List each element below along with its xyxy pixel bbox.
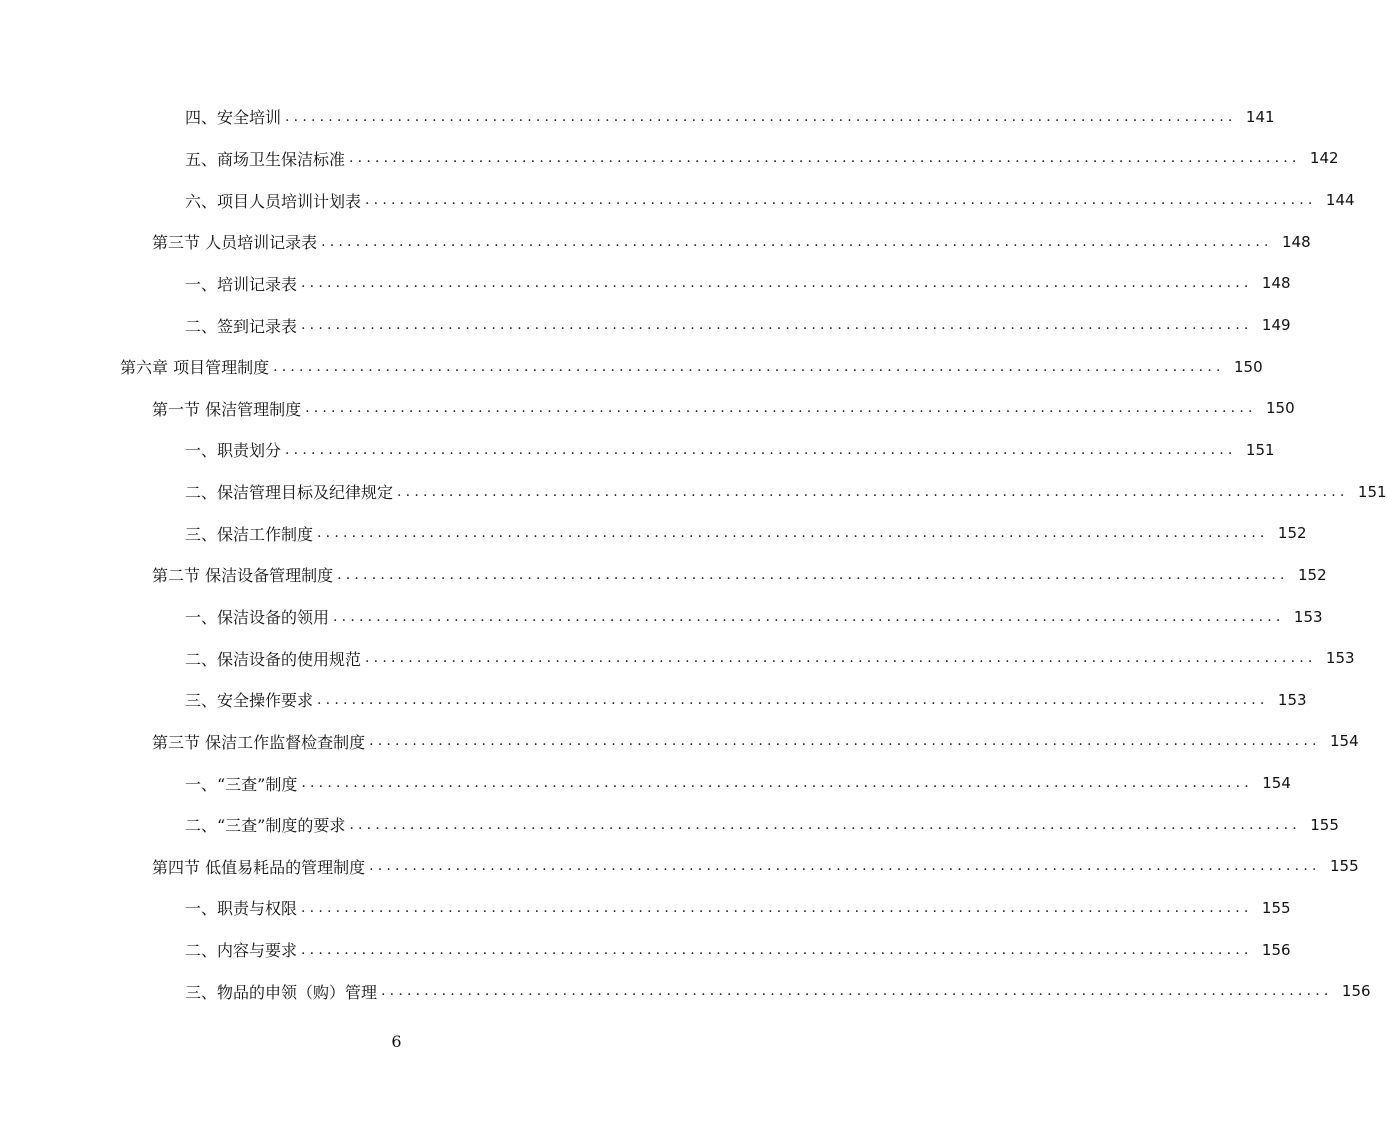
toc-dot-leader: .............................................................................................................. (285, 108, 1237, 125)
toc-entry-page: 150 (1265, 399, 1295, 418)
toc-entry-title: 第三节 保洁工作监督检查制度 (152, 732, 366, 752)
toc-entry[interactable] (0, 387, 1295, 429)
toc-dot-leader: .............................................................................................................. (273, 358, 1225, 375)
toc-entry[interactable] (0, 596, 1323, 638)
toc-dot-leader: .............................................................................................................. (349, 150, 1301, 167)
toc-dot-leader: .............................................................................................................. (301, 899, 1253, 916)
toc-entry-title: 二、保洁管理目标及纪律规定 (185, 483, 394, 503)
toc-entry-page: 144 (1325, 191, 1355, 210)
toc-entry[interactable] (0, 346, 1263, 388)
toc-entry-title: 二、内容与要求 (185, 941, 298, 961)
toc-entry-page: 156 (1341, 982, 1371, 1001)
toc-entry-title: 四、安全培训 (185, 108, 282, 128)
toc-dot-leader: .............................................................................................................. (365, 192, 1317, 209)
toc-dot-leader: .............................................................................................................. (305, 400, 1257, 417)
toc-entry-title: 第四节 低值易耗品的管理制度 (152, 857, 366, 877)
toc-entry-page: 156 (1261, 940, 1291, 959)
toc-entry-title: 二、签到记录表 (185, 316, 298, 336)
toc-entry-page: 141 (1245, 107, 1275, 126)
toc-entry-title: 一、职责与权限 (185, 899, 298, 919)
toc-entry[interactable] (0, 429, 1275, 471)
toc-entry-title: 三、保洁工作制度 (185, 524, 314, 544)
toc-entry[interactable] (0, 804, 1339, 846)
toc-entry-title: 第一节 保洁管理制度 (152, 399, 302, 419)
toc-entry[interactable] (0, 929, 1291, 971)
toc-dot-leader: .............................................................................................................. (333, 608, 1285, 625)
toc-dot-leader: .............................................................................................................. (301, 275, 1253, 292)
toc-entry-page: 142 (1309, 149, 1339, 168)
toc-entry-page: 151 (1245, 440, 1275, 459)
toc-dot-leader: .............................................................................................................. (285, 441, 1237, 458)
toc-dot-leader: .............................................................................................................. (365, 650, 1317, 667)
toc-entry[interactable] (0, 846, 1359, 888)
toc-entry[interactable] (0, 471, 1387, 513)
toc-entry-title: 六、项目人员培训计划表 (185, 191, 362, 211)
toc-entry[interactable] (0, 512, 1307, 554)
toc-entry-page: 153 (1277, 690, 1307, 709)
toc-entry[interactable] (0, 221, 1311, 263)
toc-entry[interactable] (0, 762, 1291, 804)
toc-dot-leader: .............................................................................................................. (369, 858, 1321, 875)
toc-entry-page: 150 (1233, 357, 1263, 376)
toc-entry-page: 151 (1357, 482, 1387, 501)
toc-entry[interactable] (0, 721, 1359, 763)
toc-entry[interactable] (0, 637, 1355, 679)
toc-entry-title: 一、职责划分 (185, 441, 282, 461)
toc-entry-page: 155 (1329, 857, 1359, 876)
toc-dot-leader: .............................................................................................................. (317, 525, 1269, 542)
toc-entry-title: 一、“三查”制度 (185, 774, 298, 794)
toc-entry-title: 三、物品的申领（购）管理 (185, 982, 378, 1002)
toc-dot-leader: .............................................................................................................. (321, 233, 1273, 250)
toc-entry-title: 第六章 项目管理制度 (120, 358, 270, 378)
toc-entry-page: 154 (1329, 732, 1359, 751)
toc-entry-page: 152 (1277, 524, 1307, 543)
toc-dot-leader: .............................................................................................................. (397, 483, 1349, 500)
toc-dot-leader: .............................................................................................................. (301, 317, 1253, 334)
toc-entry-page: 152 (1297, 565, 1327, 584)
toc-entry-page: 148 (1281, 232, 1311, 251)
toc-entry-title: 一、保洁设备的领用 (185, 608, 330, 627)
toc-entry[interactable] (0, 304, 1291, 346)
toc-entry[interactable] (0, 179, 1355, 221)
toc-entry-page: 149 (1261, 316, 1291, 335)
toc-entry-title: 二、保洁设备的使用规范 (185, 649, 362, 669)
toc-entry-page: 155 (1310, 815, 1339, 834)
table-of-contents (0, 96, 1387, 1012)
toc-entry-page: 153 (1325, 649, 1355, 668)
toc-entry[interactable] (0, 96, 1275, 138)
toc-dot-leader: .............................................................................................................. (349, 816, 1301, 833)
toc-entry-page: 153 (1293, 607, 1323, 626)
toc-entry-page: 148 (1261, 274, 1291, 293)
page-number: 6 (391, 1032, 402, 1051)
toc-entry[interactable] (0, 970, 1371, 1012)
toc-entry[interactable] (0, 679, 1307, 721)
toc-entry-title: 一、培训记录表 (185, 274, 298, 294)
toc-entry-page: 154 (1262, 774, 1291, 793)
toc-entry-title: 三、安全操作要求 (185, 691, 314, 711)
toc-entry-title: 第二节 保洁设备管理制度 (152, 566, 334, 586)
toc-dot-leader: .............................................................................................................. (381, 983, 1333, 1000)
toc-entry-title: 第三节 人员培训记录表 (152, 233, 318, 253)
toc-dot-leader: .............................................................................................................. (317, 691, 1269, 708)
toc-dot-leader: .............................................................................................................. (301, 775, 1253, 792)
toc-entry[interactable] (0, 138, 1339, 180)
toc-dot-leader: .............................................................................................................. (301, 941, 1253, 958)
toc-dot-leader: .............................................................................................................. (337, 566, 1289, 583)
toc-entry[interactable] (0, 887, 1291, 929)
toc-dot-leader: .............................................................................................................. (369, 733, 1321, 750)
toc-entry[interactable] (0, 263, 1291, 305)
toc-entry-title: 二、“三查”制度的要求 (185, 816, 346, 836)
toc-entry-page: 155 (1261, 898, 1291, 917)
toc-entry[interactable] (0, 554, 1327, 596)
toc-entry-title: 五、商场卫生保洁标准 (185, 149, 346, 169)
